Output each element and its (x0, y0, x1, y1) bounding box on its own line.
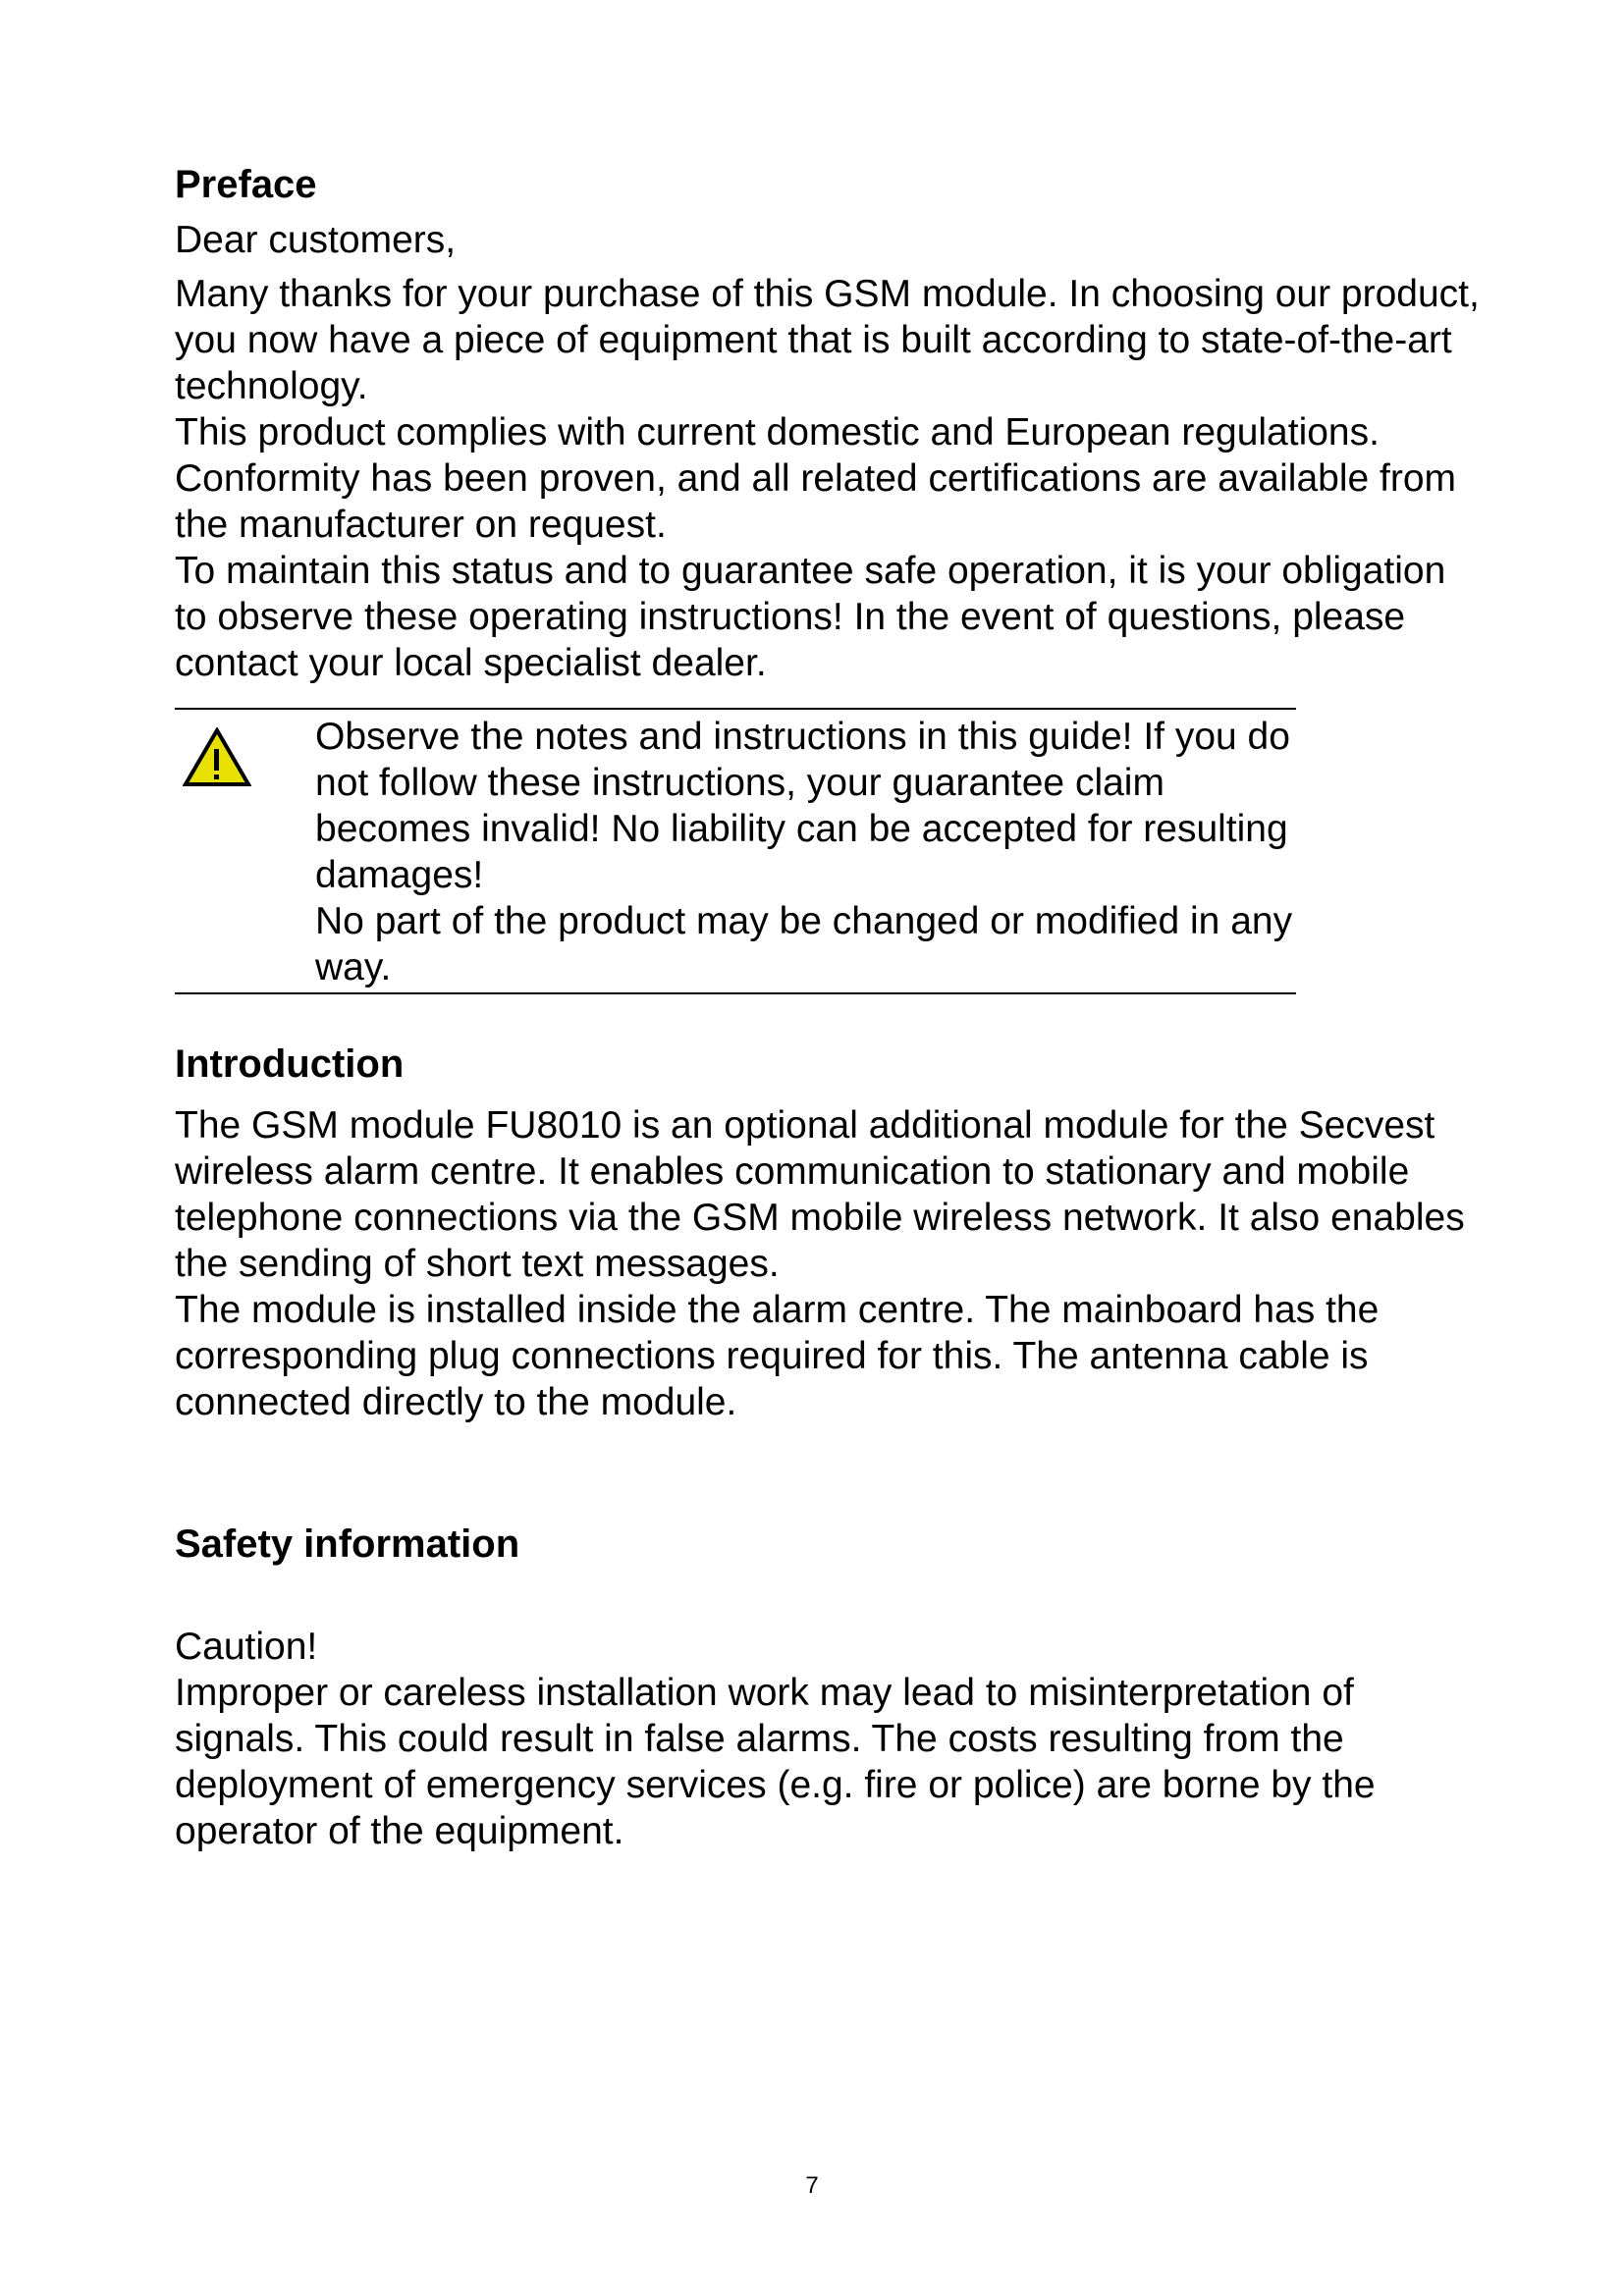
preface-paragraph-1: Many thanks for your purchase of this GSM module. In choosing our product, you now have a piece of equipment that is built according to state-of-the-art technology. (175, 273, 1480, 407)
page-number: 7 (805, 2172, 819, 2199)
introduction-paragraph-2: The module is installed inside the alarm centre. The mainboard has the corresponding plug connections required for this. The antenna cable is connected directly to the module. (175, 1289, 1380, 1423)
warning-box (175, 708, 1296, 994)
safety-caution: Caution! (175, 1626, 318, 1668)
introduction-paragraph-1: The GSM module FU8010 is an optional additional module for the Secvest wireless alarm centre. It enables communication to stationary and mobile telephone connections via the GSM mobile wireless network. It also enables the sending of short text messages. (175, 1104, 1465, 1285)
safety-paragraph: Improper or careless installation work may lead to misinterpretation of signals. This could result in false alarms. The costs resulting from the deployment of emergency services (e.g. fire or police) are borne by the operator of the equipment. (175, 1672, 1376, 1852)
page-content (175, 160, 1481, 1854)
safety-heading: Safety information (175, 1522, 520, 1566)
warning-line-1: Observe the notes and instructions in this guide! If you do not follow these instructions, your guarantee claim becomes invalid! No liability can be accepted for resulting damages! (315, 716, 1290, 896)
warning-triangle-icon (183, 727, 251, 788)
preface-heading: Preface (175, 163, 317, 206)
preface-paragraph-2: This product complies with current domestic and European regulations. Conformity has been proven, and all related certifications are available from the manufacturer on request. (175, 411, 1457, 546)
introduction-heading: Introduction (175, 1042, 405, 1086)
preface-paragraph-3: To maintain this status and to guarantee safe operation, it is your obligation to observe these operating instructions! In the event of questions, please contact your local specialist dealer. (175, 550, 1446, 684)
warning-line-2: No part of the product may be changed or modified in any way. (315, 900, 1293, 988)
preface-salutation: Dear customers, (175, 219, 457, 261)
warning-text (315, 710, 1296, 992)
